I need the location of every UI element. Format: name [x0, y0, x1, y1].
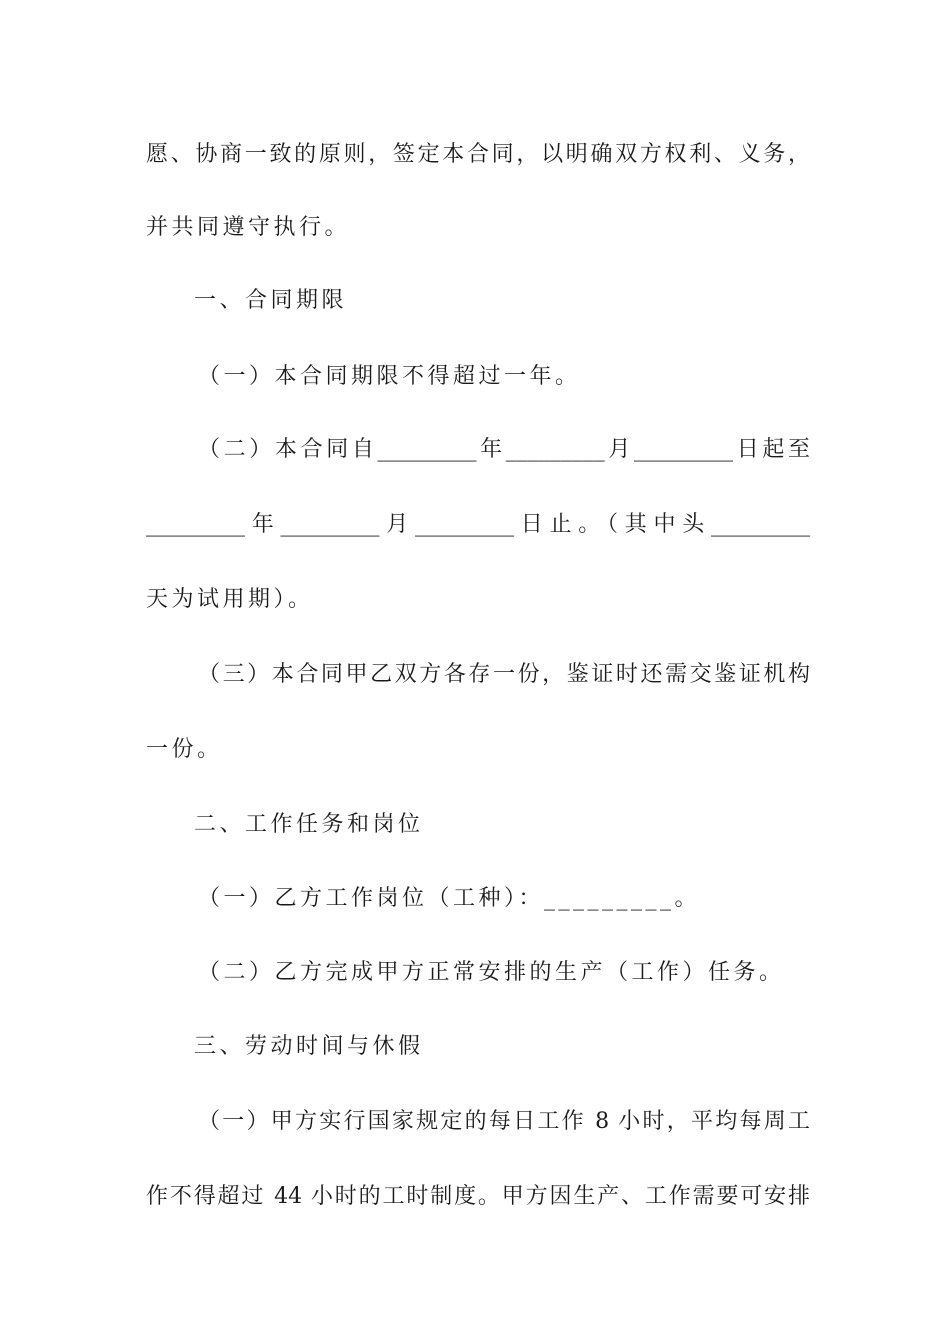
clause-item: （一）乙方工作岗位（工种）：_________。 — [198, 886, 701, 911]
paragraph-line: 作不得超过 44 小时的工时制度。甲方因生产、工作需要可安排 — [146, 1184, 810, 1209]
paragraph-line: 并共同遵守执行。 — [146, 215, 351, 240]
clause-item: （二）乙方完成甲方正常安排的生产（工作）任务。 — [198, 960, 785, 985]
section-heading: 三、劳动时间与休假 — [194, 1034, 424, 1059]
section-heading: 二、工作任务和岗位 — [194, 812, 424, 837]
paragraph-line: 一份。 — [146, 737, 223, 762]
clause-item: （二）本合同自_________年_________月_________日起至 — [198, 437, 810, 462]
paragraph-line: 天为试用期）。 — [146, 587, 314, 612]
clause-item: （一）甲方实行国家规定的每日工作 8 小时，平均每周工 — [198, 1109, 810, 1134]
paragraph-line: _________年_________月_________日止。（其中头_________ — [146, 512, 810, 537]
clause-item: （三）本合同甲乙双方各存一份，鉴证时还需交鉴证机构 — [198, 662, 810, 687]
paragraph-line: 愿、协商一致的原则，签定本合同，以明确双方权利、义务， — [146, 142, 810, 167]
section-heading: 一、合同期限 — [194, 288, 348, 313]
clause-item: （一）本合同期限不得超过一年。 — [198, 364, 581, 389]
